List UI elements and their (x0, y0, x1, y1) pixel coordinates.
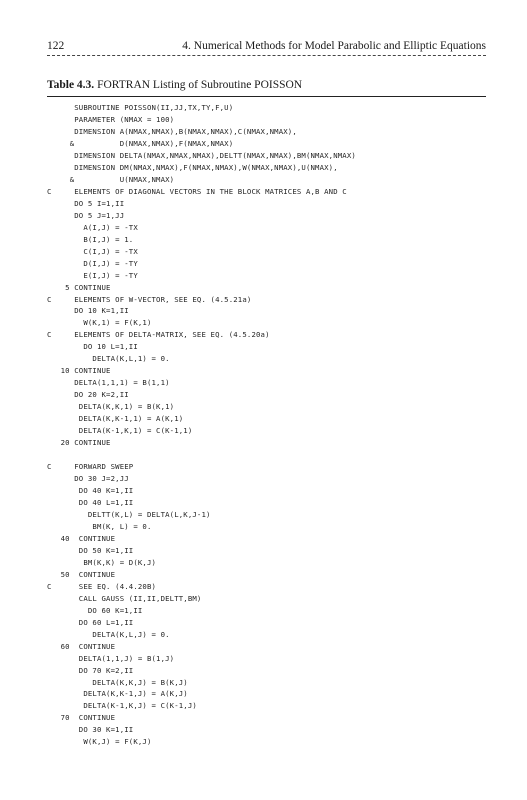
code-line: DO 60 K=1,II (47, 605, 143, 615)
code-line: 60 CONTINUE (47, 641, 116, 651)
table-caption (47, 79, 302, 91)
code-line: C ELEMENTS OF DELTA-MATRIX, SEE EQ. (4.5.20a) (47, 330, 270, 340)
code-line: DO 10 L=1,II (47, 342, 138, 352)
code-line: DELTA(K,K,1) = B(K,1) (47, 402, 175, 412)
code-line: DO 60 L=1,II (47, 617, 134, 627)
code-line: DO 30 K=1,II (47, 725, 134, 735)
table-title: FORTRAN Listing of Subroutine POISSON (97, 79, 303, 91)
code-line: DO 5 I=1,II (47, 198, 125, 208)
code-line: DO 40 K=1,II (47, 486, 134, 495)
code-line: 5 CONTINUE (47, 282, 111, 292)
code-line: DO 30 J=2,JJ (47, 474, 129, 484)
code-line: C ELEMENTS OF DIAGONAL VECTORS IN THE BLOCK MATRICES A,B AND C (47, 186, 347, 196)
code-line: DO 5 J=1,JJ (47, 210, 125, 220)
page-number: 122 (47, 40, 65, 52)
code-line: C FORWARD SWEEP (47, 462, 134, 472)
code-line: DO 10 K=1,II (47, 306, 129, 316)
code-line: SUBROUTINE POISSON(II,JJ,TX,TY,F,U) (47, 103, 234, 112)
code-line: W(K,J) = F(K,J) (47, 737, 152, 747)
code-line: C ELEMENTS OF W-VECTOR, SEE EQ. (4.5.21a) (47, 294, 252, 304)
running-head: 4. Numerical Methods for Model Parabolic and Elliptic Equations (182, 40, 486, 52)
code-line: DO 40 L=1,II (47, 497, 134, 507)
code-line: DELTA(K-1,K,1) = C(K-1,1) (47, 426, 193, 436)
table-label: Table 4.3. (47, 79, 95, 91)
code-line: BM(K, L) = 0. (47, 521, 152, 531)
code-line: & D(NMAX,NMAX),F(NMAX,NMAX) (47, 138, 234, 148)
code-line: DO 70 K=2,II (47, 665, 134, 675)
code-line: CALL GAUSS (II,II,DELTT,BM) (47, 593, 202, 603)
code-line: W(K,1) = F(K,1) (47, 318, 152, 328)
code-line: DO 20 K=2,II (47, 390, 129, 400)
code-line: B(I,J) = 1. (47, 234, 134, 244)
code-line: DELTA(K-1,K,J) = C(K-1,J) (47, 701, 197, 711)
code-line: 70 CONTINUE (47, 713, 116, 723)
code-line: 20 CONTINUE (47, 438, 111, 448)
code-line: 50 CONTINUE (47, 569, 116, 579)
code-line: & U(NMAX,NMAX) (47, 174, 175, 184)
code-line: DELTA(1,1,J) = B(1,J) (47, 653, 175, 663)
code-line: DIMENSION A(NMAX,NMAX),B(NMAX,NMAX),C(NMAX,NMAX), (47, 126, 297, 136)
code-line: PARAMETER (NMAX = 100) (47, 114, 175, 124)
code-line: D(I,J) = -TY (47, 258, 138, 268)
caption-rule (47, 96, 486, 97)
code-line: DIMENSION DM(NMAX,NMAX),F(NMAX,NMAX),W(NMAX,NMAX),U(NMAX), (47, 162, 338, 172)
code-line (47, 449, 486, 461)
code-line: A(I,J) = -TX (47, 222, 138, 232)
code-line: DELTA(K,L,1) = 0. (47, 354, 170, 364)
code-line: C(I,J) = -TX (47, 246, 138, 256)
code-line: E(I,J) = -TY (47, 270, 138, 280)
header-rule (47, 55, 486, 56)
code-line: C SEE EQ. (4.4.20B) (47, 581, 157, 591)
code-line: DELTA(K,L,J) = 0. (47, 629, 170, 639)
code-line: 10 CONTINUE (47, 366, 111, 376)
code-line: DO 50 K=1,II (47, 545, 134, 555)
code-line: 40 CONTINUE (47, 533, 116, 543)
code-line: DELTA(K,K-1,1) = A(K,1) (47, 414, 184, 424)
code-line: BM(K,K) = D(K,J) (47, 557, 157, 567)
code-line: DELTA(K,K-1,J) = A(K,J) (47, 689, 188, 699)
code-line: DIMENSION DELTA(NMAX,NMAX,NMAX),DELTT(NMAX,NMAX),BM(NMAX,NMAX) (47, 150, 356, 160)
code-line: DELTA(1,1,1) = B(1,1) (47, 378, 170, 388)
code-listing (47, 102, 486, 748)
code-line: DELTA(K,K,J) = B(K,J) (47, 677, 188, 687)
code-line: DELTT(K,L) = DELTA(L,K,J-1) (47, 509, 211, 519)
